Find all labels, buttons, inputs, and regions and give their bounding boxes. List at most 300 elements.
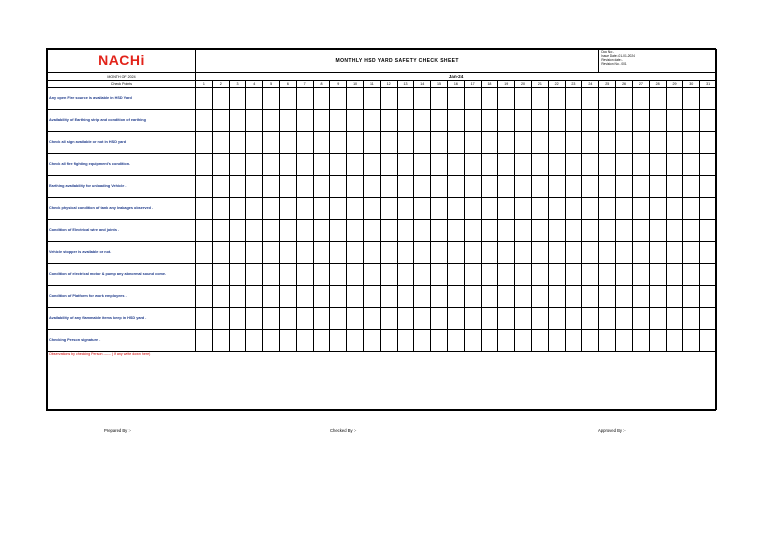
day-check-cell[interactable] — [582, 132, 599, 154]
day-check-cell[interactable] — [498, 286, 515, 308]
day-check-cell[interactable] — [363, 308, 380, 330]
day-check-cell[interactable] — [196, 132, 213, 154]
day-check-cell[interactable] — [565, 132, 582, 154]
day-check-cell[interactable] — [212, 88, 229, 110]
day-check-cell[interactable] — [330, 154, 347, 176]
day-check-cell[interactable] — [683, 88, 700, 110]
day-check-cell[interactable] — [380, 330, 397, 352]
day-check-cell[interactable] — [447, 198, 464, 220]
day-check-cell[interactable] — [229, 286, 246, 308]
day-check-cell[interactable] — [464, 330, 481, 352]
day-check-cell[interactable] — [347, 132, 364, 154]
day-check-cell[interactable] — [498, 308, 515, 330]
day-check-cell[interactable] — [700, 286, 717, 308]
day-check-cell[interactable] — [397, 88, 414, 110]
day-check-cell[interactable] — [498, 88, 515, 110]
day-check-cell[interactable] — [431, 88, 448, 110]
day-check-cell[interactable] — [666, 154, 683, 176]
day-check-cell[interactable] — [464, 176, 481, 198]
day-check-cell[interactable] — [347, 110, 364, 132]
day-check-cell[interactable] — [246, 308, 263, 330]
day-check-cell[interactable] — [196, 286, 213, 308]
day-check-cell[interactable] — [565, 154, 582, 176]
day-check-cell[interactable] — [548, 176, 565, 198]
day-check-cell[interactable] — [380, 154, 397, 176]
day-check-cell[interactable] — [632, 132, 649, 154]
day-check-cell[interactable] — [246, 176, 263, 198]
day-check-cell[interactable] — [632, 198, 649, 220]
day-check-cell[interactable] — [347, 154, 364, 176]
day-check-cell[interactable] — [599, 242, 616, 264]
day-check-cell[interactable] — [683, 176, 700, 198]
day-check-cell[interactable] — [414, 132, 431, 154]
day-check-cell[interactable] — [565, 330, 582, 352]
day-check-cell[interactable] — [447, 308, 464, 330]
day-check-cell[interactable] — [263, 286, 280, 308]
day-check-cell[interactable] — [347, 264, 364, 286]
day-check-cell[interactable] — [464, 154, 481, 176]
day-check-cell[interactable] — [531, 308, 548, 330]
day-check-cell[interactable] — [599, 88, 616, 110]
day-check-cell[interactable] — [531, 154, 548, 176]
day-check-cell[interactable] — [229, 220, 246, 242]
day-check-cell[interactable] — [531, 88, 548, 110]
day-check-cell[interactable] — [515, 88, 532, 110]
day-check-cell[interactable] — [515, 242, 532, 264]
day-check-cell[interactable] — [548, 330, 565, 352]
day-check-cell[interactable] — [531, 286, 548, 308]
day-check-cell[interactable] — [515, 198, 532, 220]
day-check-cell[interactable] — [531, 110, 548, 132]
day-check-cell[interactable] — [616, 286, 633, 308]
day-check-cell[interactable] — [246, 264, 263, 286]
day-check-cell[interactable] — [313, 198, 330, 220]
day-check-cell[interactable] — [431, 286, 448, 308]
day-check-cell[interactable] — [599, 220, 616, 242]
day-check-cell[interactable] — [616, 220, 633, 242]
day-check-cell[interactable] — [246, 88, 263, 110]
day-check-cell[interactable] — [447, 154, 464, 176]
day-check-cell[interactable] — [649, 286, 666, 308]
day-check-cell[interactable] — [330, 220, 347, 242]
day-check-cell[interactable] — [616, 330, 633, 352]
day-check-cell[interactable] — [666, 110, 683, 132]
day-check-cell[interactable] — [246, 132, 263, 154]
day-check-cell[interactable] — [347, 242, 364, 264]
day-check-cell[interactable] — [515, 132, 532, 154]
day-check-cell[interactable] — [330, 308, 347, 330]
day-check-cell[interactable] — [212, 308, 229, 330]
day-check-cell[interactable] — [632, 330, 649, 352]
day-check-cell[interactable] — [616, 308, 633, 330]
day-check-cell[interactable] — [599, 110, 616, 132]
day-check-cell[interactable] — [464, 308, 481, 330]
day-check-cell[interactable] — [313, 220, 330, 242]
day-check-cell[interactable] — [229, 176, 246, 198]
day-check-cell[interactable] — [212, 154, 229, 176]
day-check-cell[interactable] — [246, 110, 263, 132]
day-check-cell[interactable] — [666, 198, 683, 220]
day-check-cell[interactable] — [296, 88, 313, 110]
day-check-cell[interactable] — [515, 286, 532, 308]
day-check-cell[interactable] — [632, 154, 649, 176]
day-check-cell[interactable] — [531, 132, 548, 154]
day-check-cell[interactable] — [279, 308, 296, 330]
day-check-cell[interactable] — [464, 242, 481, 264]
day-check-cell[interactable] — [700, 110, 717, 132]
day-check-cell[interactable] — [498, 132, 515, 154]
day-check-cell[interactable] — [313, 330, 330, 352]
day-check-cell[interactable] — [397, 132, 414, 154]
day-check-cell[interactable] — [347, 330, 364, 352]
day-check-cell[interactable] — [229, 330, 246, 352]
day-check-cell[interactable] — [666, 88, 683, 110]
day-check-cell[interactable] — [582, 286, 599, 308]
day-check-cell[interactable] — [548, 308, 565, 330]
day-check-cell[interactable] — [397, 110, 414, 132]
day-check-cell[interactable] — [447, 88, 464, 110]
day-check-cell[interactable] — [212, 264, 229, 286]
day-check-cell[interactable] — [498, 198, 515, 220]
day-check-cell[interactable] — [700, 308, 717, 330]
day-check-cell[interactable] — [296, 264, 313, 286]
day-check-cell[interactable] — [347, 176, 364, 198]
day-check-cell[interactable] — [229, 264, 246, 286]
day-check-cell[interactable] — [279, 242, 296, 264]
day-check-cell[interactable] — [649, 308, 666, 330]
day-check-cell[interactable] — [397, 154, 414, 176]
day-check-cell[interactable] — [380, 110, 397, 132]
day-check-cell[interactable] — [246, 220, 263, 242]
day-check-cell[interactable] — [548, 264, 565, 286]
day-check-cell[interactable] — [212, 132, 229, 154]
day-check-cell[interactable] — [666, 220, 683, 242]
day-check-cell[interactable] — [330, 264, 347, 286]
day-check-cell[interactable] — [565, 110, 582, 132]
day-check-cell[interactable] — [632, 242, 649, 264]
day-check-cell[interactable] — [464, 220, 481, 242]
day-check-cell[interactable] — [548, 110, 565, 132]
day-check-cell[interactable] — [330, 330, 347, 352]
day-check-cell[interactable] — [313, 286, 330, 308]
day-check-cell[interactable] — [481, 154, 498, 176]
day-check-cell[interactable] — [447, 330, 464, 352]
day-check-cell[interactable] — [683, 220, 700, 242]
day-check-cell[interactable] — [397, 176, 414, 198]
day-check-cell[interactable] — [616, 110, 633, 132]
day-check-cell[interactable] — [414, 220, 431, 242]
day-check-cell[interactable] — [263, 220, 280, 242]
day-check-cell[interactable] — [481, 308, 498, 330]
day-check-cell[interactable] — [229, 198, 246, 220]
day-check-cell[interactable] — [464, 198, 481, 220]
day-check-cell[interactable] — [582, 220, 599, 242]
day-check-cell[interactable] — [565, 198, 582, 220]
day-check-cell[interactable] — [196, 176, 213, 198]
day-check-cell[interactable] — [683, 286, 700, 308]
day-check-cell[interactable] — [279, 286, 296, 308]
day-check-cell[interactable] — [263, 132, 280, 154]
day-check-cell[interactable] — [296, 132, 313, 154]
day-check-cell[interactable] — [414, 308, 431, 330]
day-check-cell[interactable] — [397, 264, 414, 286]
day-check-cell[interactable] — [279, 198, 296, 220]
observations-area[interactable]: Observations by checking Person ------ ( If any write down here) — [48, 352, 717, 410]
day-check-cell[interactable] — [414, 264, 431, 286]
day-check-cell[interactable] — [347, 286, 364, 308]
day-check-cell[interactable] — [380, 88, 397, 110]
day-check-cell[interactable] — [229, 110, 246, 132]
day-check-cell[interactable] — [683, 308, 700, 330]
day-check-cell[interactable] — [649, 88, 666, 110]
day-check-cell[interactable] — [296, 198, 313, 220]
day-check-cell[interactable] — [296, 176, 313, 198]
day-check-cell[interactable] — [313, 110, 330, 132]
day-check-cell[interactable] — [666, 264, 683, 286]
day-check-cell[interactable] — [700, 154, 717, 176]
day-check-cell[interactable] — [229, 242, 246, 264]
day-check-cell[interactable] — [632, 220, 649, 242]
day-check-cell[interactable] — [548, 220, 565, 242]
day-check-cell[interactable] — [447, 286, 464, 308]
day-check-cell[interactable] — [515, 110, 532, 132]
day-check-cell[interactable] — [196, 308, 213, 330]
day-check-cell[interactable] — [313, 88, 330, 110]
day-check-cell[interactable] — [397, 330, 414, 352]
day-check-cell[interactable] — [515, 264, 532, 286]
day-check-cell[interactable] — [397, 198, 414, 220]
day-check-cell[interactable] — [447, 110, 464, 132]
day-check-cell[interactable] — [481, 264, 498, 286]
day-check-cell[interactable] — [531, 198, 548, 220]
day-check-cell[interactable] — [616, 198, 633, 220]
day-check-cell[interactable] — [414, 198, 431, 220]
day-check-cell[interactable] — [212, 110, 229, 132]
day-check-cell[interactable] — [363, 132, 380, 154]
day-check-cell[interactable] — [313, 264, 330, 286]
day-check-cell[interactable] — [431, 132, 448, 154]
day-check-cell[interactable] — [632, 88, 649, 110]
day-check-cell[interactable] — [397, 308, 414, 330]
day-check-cell[interactable] — [229, 154, 246, 176]
day-check-cell[interactable] — [330, 286, 347, 308]
day-check-cell[interactable] — [649, 242, 666, 264]
day-check-cell[interactable] — [347, 220, 364, 242]
day-check-cell[interactable] — [431, 330, 448, 352]
day-check-cell[interactable] — [414, 154, 431, 176]
day-check-cell[interactable] — [599, 330, 616, 352]
day-check-cell[interactable] — [498, 220, 515, 242]
day-check-cell[interactable] — [246, 198, 263, 220]
day-check-cell[interactable] — [380, 264, 397, 286]
day-check-cell[interactable] — [548, 286, 565, 308]
day-check-cell[interactable] — [296, 286, 313, 308]
day-check-cell[interactable] — [649, 330, 666, 352]
day-check-cell[interactable] — [700, 88, 717, 110]
day-check-cell[interactable] — [666, 286, 683, 308]
day-check-cell[interactable] — [700, 220, 717, 242]
day-check-cell[interactable] — [212, 198, 229, 220]
day-check-cell[interactable] — [548, 132, 565, 154]
day-check-cell[interactable] — [296, 110, 313, 132]
day-check-cell[interactable] — [431, 198, 448, 220]
day-check-cell[interactable] — [515, 308, 532, 330]
day-check-cell[interactable] — [380, 198, 397, 220]
day-check-cell[interactable] — [196, 154, 213, 176]
day-check-cell[interactable] — [683, 330, 700, 352]
day-check-cell[interactable] — [683, 264, 700, 286]
day-check-cell[interactable] — [229, 88, 246, 110]
day-check-cell[interactable] — [599, 154, 616, 176]
day-check-cell[interactable] — [447, 132, 464, 154]
day-check-cell[interactable] — [464, 286, 481, 308]
day-check-cell[interactable] — [683, 198, 700, 220]
day-check-cell[interactable] — [279, 330, 296, 352]
day-check-cell[interactable] — [431, 110, 448, 132]
day-check-cell[interactable] — [263, 88, 280, 110]
day-check-cell[interactable] — [380, 286, 397, 308]
day-check-cell[interactable] — [616, 242, 633, 264]
day-check-cell[interactable] — [649, 264, 666, 286]
day-check-cell[interactable] — [649, 154, 666, 176]
day-check-cell[interactable] — [212, 330, 229, 352]
day-check-cell[interactable] — [263, 330, 280, 352]
day-check-cell[interactable] — [632, 264, 649, 286]
day-check-cell[interactable] — [414, 242, 431, 264]
day-check-cell[interactable] — [481, 330, 498, 352]
day-check-cell[interactable] — [447, 264, 464, 286]
day-check-cell[interactable] — [481, 286, 498, 308]
day-check-cell[interactable] — [666, 330, 683, 352]
day-check-cell[interactable] — [363, 110, 380, 132]
day-check-cell[interactable] — [498, 176, 515, 198]
day-check-cell[interactable] — [363, 330, 380, 352]
day-check-cell[interactable] — [363, 88, 380, 110]
day-check-cell[interactable] — [414, 88, 431, 110]
day-check-cell[interactable] — [565, 242, 582, 264]
day-check-cell[interactable] — [515, 154, 532, 176]
day-check-cell[interactable] — [481, 198, 498, 220]
day-check-cell[interactable] — [279, 132, 296, 154]
day-check-cell[interactable] — [481, 110, 498, 132]
day-check-cell[interactable] — [246, 154, 263, 176]
day-check-cell[interactable] — [363, 264, 380, 286]
day-check-cell[interactable] — [196, 198, 213, 220]
day-check-cell[interactable] — [313, 242, 330, 264]
day-check-cell[interactable] — [397, 220, 414, 242]
day-check-cell[interactable] — [531, 330, 548, 352]
day-check-cell[interactable] — [582, 176, 599, 198]
day-check-cell[interactable] — [632, 110, 649, 132]
day-check-cell[interactable] — [380, 132, 397, 154]
day-check-cell[interactable] — [363, 154, 380, 176]
day-check-cell[interactable] — [212, 242, 229, 264]
day-check-cell[interactable] — [246, 330, 263, 352]
day-check-cell[interactable] — [330, 132, 347, 154]
day-check-cell[interactable] — [330, 88, 347, 110]
day-check-cell[interactable] — [347, 308, 364, 330]
day-check-cell[interactable] — [263, 264, 280, 286]
day-check-cell[interactable] — [263, 308, 280, 330]
day-check-cell[interactable] — [481, 132, 498, 154]
day-check-cell[interactable] — [599, 286, 616, 308]
day-check-cell[interactable] — [548, 88, 565, 110]
day-check-cell[interactable] — [498, 242, 515, 264]
day-check-cell[interactable] — [414, 286, 431, 308]
day-check-cell[interactable] — [447, 242, 464, 264]
day-check-cell[interactable] — [246, 286, 263, 308]
day-check-cell[interactable] — [464, 264, 481, 286]
day-check-cell[interactable] — [380, 242, 397, 264]
day-check-cell[interactable] — [447, 176, 464, 198]
day-check-cell[interactable] — [196, 88, 213, 110]
day-check-cell[interactable] — [414, 330, 431, 352]
day-check-cell[interactable] — [431, 154, 448, 176]
day-check-cell[interactable] — [666, 242, 683, 264]
day-check-cell[interactable] — [599, 308, 616, 330]
day-check-cell[interactable] — [582, 154, 599, 176]
day-check-cell[interactable] — [548, 198, 565, 220]
day-check-cell[interactable] — [632, 308, 649, 330]
day-check-cell[interactable] — [380, 308, 397, 330]
day-check-cell[interactable] — [431, 176, 448, 198]
day-check-cell[interactable] — [683, 110, 700, 132]
day-check-cell[interactable] — [616, 154, 633, 176]
day-check-cell[interactable] — [431, 308, 448, 330]
day-check-cell[interactable] — [330, 242, 347, 264]
day-check-cell[interactable] — [666, 308, 683, 330]
day-check-cell[interactable] — [431, 242, 448, 264]
day-check-cell[interactable] — [565, 88, 582, 110]
day-check-cell[interactable] — [296, 242, 313, 264]
day-check-cell[interactable] — [700, 264, 717, 286]
day-check-cell[interactable] — [263, 110, 280, 132]
day-check-cell[interactable] — [481, 176, 498, 198]
day-check-cell[interactable] — [481, 220, 498, 242]
day-check-cell[interactable] — [363, 176, 380, 198]
day-check-cell[interactable] — [196, 110, 213, 132]
day-check-cell[interactable] — [582, 330, 599, 352]
day-check-cell[interactable] — [414, 110, 431, 132]
day-check-cell[interactable] — [380, 220, 397, 242]
day-check-cell[interactable] — [582, 242, 599, 264]
day-check-cell[interactable] — [464, 88, 481, 110]
day-check-cell[interactable] — [263, 198, 280, 220]
day-check-cell[interactable] — [196, 242, 213, 264]
day-check-cell[interactable] — [481, 88, 498, 110]
day-check-cell[interactable] — [431, 220, 448, 242]
day-check-cell[interactable] — [330, 198, 347, 220]
day-check-cell[interactable] — [515, 330, 532, 352]
day-check-cell[interactable] — [700, 242, 717, 264]
day-check-cell[interactable] — [599, 132, 616, 154]
day-check-cell[interactable] — [279, 220, 296, 242]
day-check-cell[interactable] — [700, 198, 717, 220]
day-check-cell[interactable] — [397, 286, 414, 308]
day-check-cell[interactable] — [380, 176, 397, 198]
day-check-cell[interactable] — [683, 242, 700, 264]
day-check-cell[interactable] — [313, 176, 330, 198]
day-check-cell[interactable] — [296, 330, 313, 352]
day-check-cell[interactable] — [330, 176, 347, 198]
day-check-cell[interactable] — [649, 176, 666, 198]
day-check-cell[interactable] — [279, 88, 296, 110]
day-check-cell[interactable] — [649, 198, 666, 220]
day-check-cell[interactable] — [531, 176, 548, 198]
day-check-cell[interactable] — [296, 308, 313, 330]
day-check-cell[interactable] — [279, 154, 296, 176]
day-check-cell[interactable] — [279, 264, 296, 286]
